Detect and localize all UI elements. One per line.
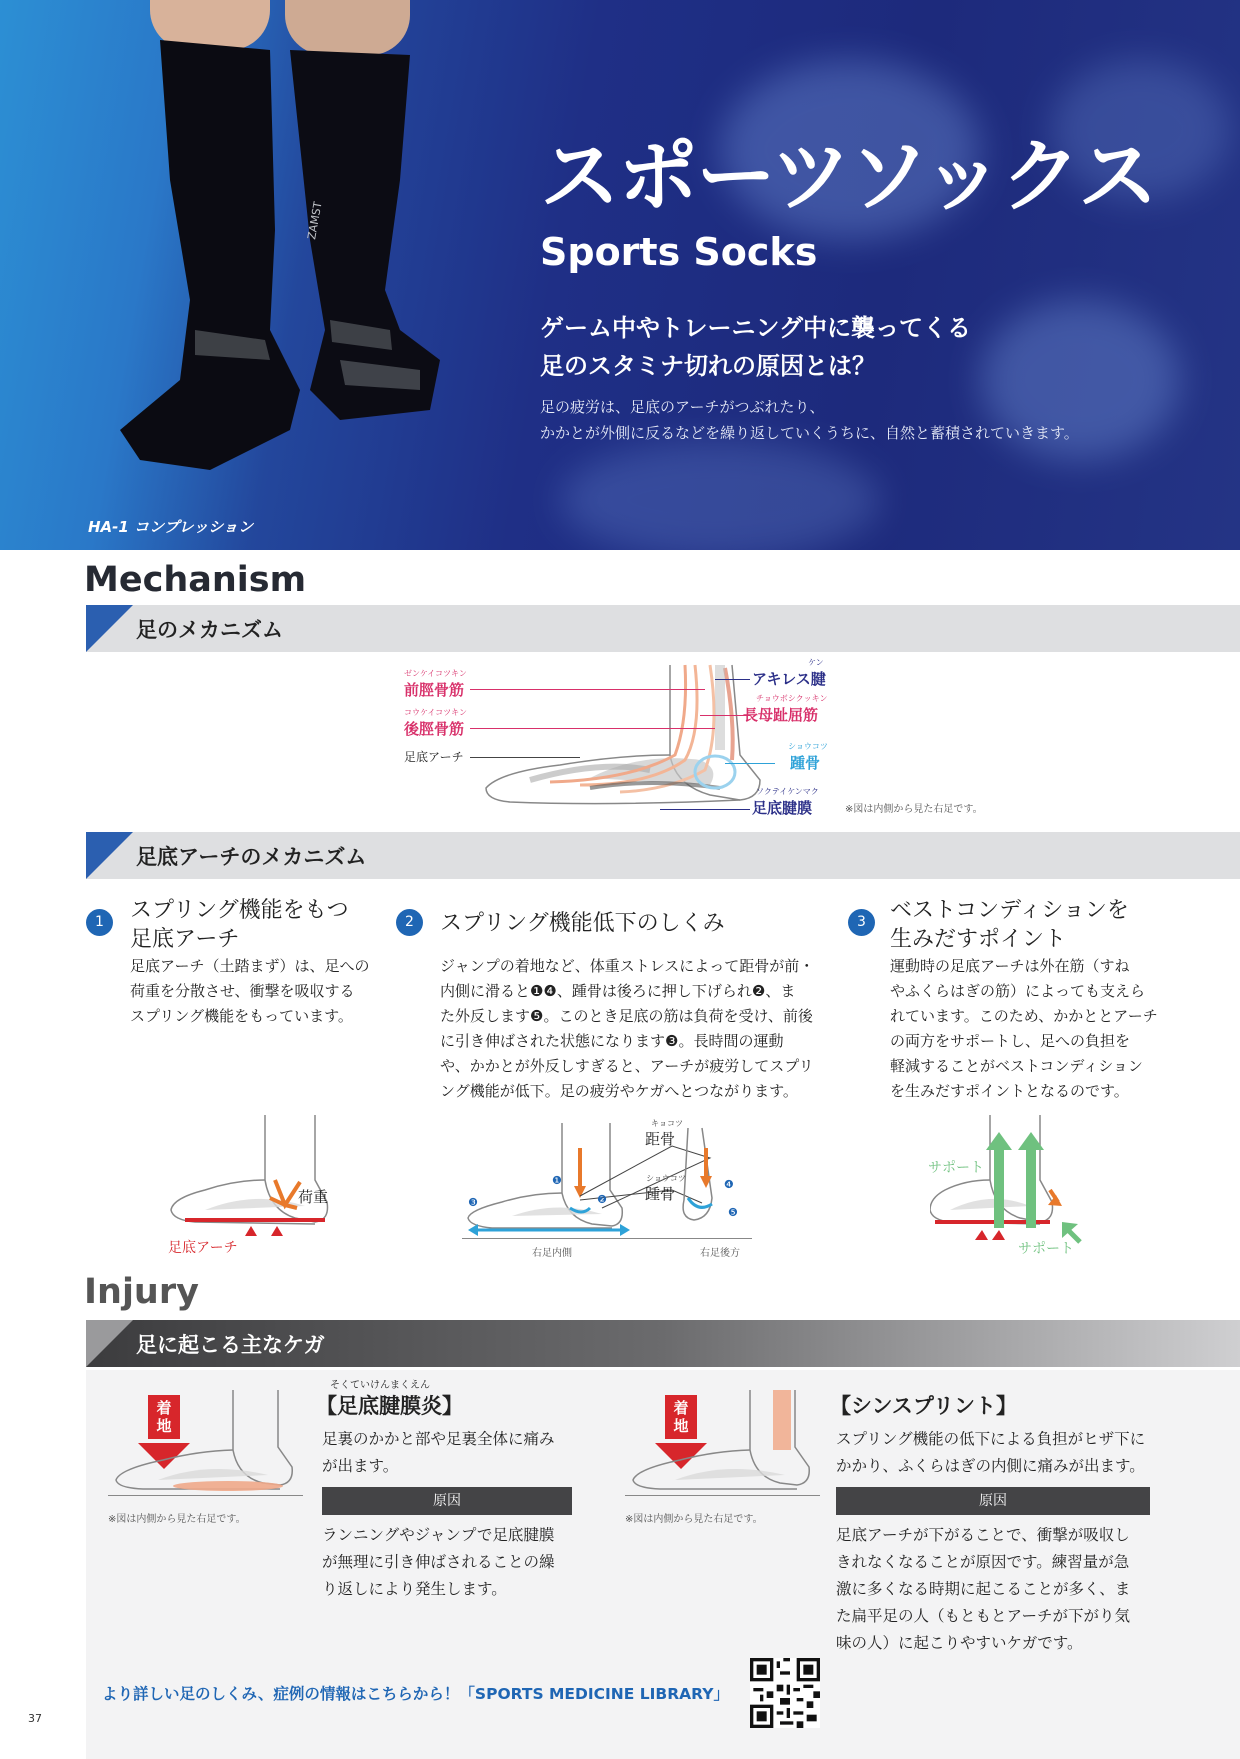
step-number: 1 [86, 909, 113, 936]
support-label-bottom: サポート [1018, 1241, 1074, 1257]
injury-title: 【足底腱膜炎】 [316, 1394, 463, 1418]
qr-code[interactable] [750, 1658, 820, 1728]
injury-desc: が出ます。 [322, 1457, 399, 1475]
label-ruby: チョウボシクッキン [756, 694, 828, 703]
step-title: 足底アーチ [130, 927, 240, 952]
step-desc: やふくらはぎの筋）によっても支えら [890, 982, 1146, 1000]
step-desc: ジャンプの着地など、体重ストレスによって距骨が前・ [440, 957, 815, 975]
figure-spring-decline [462, 1118, 752, 1243]
label-arch: 足底アーチ [404, 750, 464, 764]
step-desc: 内側に滑ると❶❹、踵骨は後ろに押し下げられ❷、ま [440, 982, 796, 1000]
arch-bar [86, 832, 1240, 879]
injury-title: 【シンスプリント】 [830, 1394, 1018, 1418]
figure-arch-load [165, 1110, 335, 1240]
step-number: 2 [396, 909, 423, 936]
step-desc: の両方をサポートし、足への負担を [890, 1032, 1131, 1050]
mark-4: ❹ [724, 1178, 734, 1191]
injury-desc: かかり、ふくらはぎの内側に痛みが出ます。 [836, 1457, 1145, 1475]
label-ruby: ショウコツ [646, 1174, 686, 1183]
hero-banner [0, 0, 1240, 550]
figure-label-arch: 足底アーチ [168, 1240, 238, 1256]
step-desc: に引き伸ばされた状態になります❸。長時間の運動 [440, 1032, 784, 1050]
label-achilles: アキレス腱 [752, 670, 826, 688]
step-number: 3 [848, 909, 875, 936]
injury-heading: Injury [84, 1272, 199, 1312]
connector-line [470, 689, 705, 690]
label-inner-view: 右足内側 [532, 1248, 572, 1259]
label-ruby: キョコツ [651, 1119, 683, 1128]
hero-desc-line1: 足の疲労は、足底のアーチがつぶれたり、 [540, 398, 825, 416]
step-desc: 足底アーチ（土踏まず）は、足への [130, 957, 370, 975]
step-title: スプリング機能低下のしくみ [440, 911, 725, 936]
injury-note: ※図は内側から見た右足です。 [625, 1514, 763, 1525]
cause-desc: 味の人）に起こりやすいケガです。 [836, 1634, 1083, 1652]
cause-desc: が無理に引き伸ばされることの繰 [322, 1553, 555, 1571]
label-ruby: コウケイコツキン [404, 708, 468, 717]
sock-logo: ZAMST [305, 200, 325, 241]
injury-bar-label: 足に起こる主なケガ [136, 1333, 325, 1357]
sock-photo [100, 30, 480, 510]
label-posterior-tibialis: 後脛骨筋 [404, 720, 465, 738]
injury-bar [86, 1320, 1240, 1367]
page-subtitle: Sports Socks [540, 230, 818, 274]
page-number: 37 [28, 1712, 42, 1725]
cause-desc: 激に多くなる時期に起こることが多く、ま [836, 1580, 1131, 1598]
label-talus: 距骨 [645, 1130, 676, 1148]
step-desc: を生みだすポイントとなるのです。 [890, 1082, 1129, 1100]
figure-plantar-fasciitis [108, 1385, 303, 1500]
arch-bar-label: 足底アーチのメカニズム [136, 845, 367, 869]
step-desc: た外反します❺。このとき足底の筋は負荷を受け、前後 [440, 1007, 813, 1025]
step-desc: ング機能が低下。足の疲労やケガへとつながります。 [440, 1082, 798, 1100]
figure-label-load: 荷重 [298, 1188, 329, 1206]
connector-line [725, 763, 775, 764]
cause-desc: ランニングやジャンプで足底腱膜 [322, 1526, 555, 1544]
mark-1: ❶ [552, 1174, 562, 1187]
connector-line [660, 809, 750, 810]
step-desc: や、かかとが外反しすぎると、アーチが疲労してスプリ [440, 1057, 814, 1075]
figure-shin-splints [625, 1385, 820, 1500]
mechanism-bar [86, 605, 1240, 652]
cause-desc: た扁平足の人（もともとアーチが下がり気 [836, 1607, 1131, 1625]
connector-line [715, 679, 750, 680]
mark-2: ❷ [597, 1193, 607, 1206]
label-rear-view: 右足後方 [700, 1248, 740, 1259]
cause-desc: り返しにより発生します。 [322, 1580, 507, 1598]
step-desc: スプリング機能をもっています。 [130, 1007, 353, 1025]
cause-label: 原因 [322, 1487, 572, 1515]
hero-question-line1: ゲーム中やトレーニング中に襲ってくる [540, 314, 972, 342]
label-anterior-tibialis: 前脛骨筋 [404, 681, 465, 699]
landing-badge: 着 地 [665, 1395, 697, 1439]
step-desc: 軽減することがベストコンディション [890, 1057, 1143, 1075]
cause-label: 原因 [836, 1487, 1150, 1515]
injury-note: ※図は内側から見た右足です。 [108, 1514, 246, 1525]
step-title: スプリング機能をもつ [130, 898, 349, 923]
product-caption: HA-1 コンプレッション [88, 518, 253, 536]
step-desc: 運動時の足底アーチは外在筋（すね [890, 957, 1130, 975]
injury-desc: スプリング機能の低下による負担がヒザ下に [836, 1430, 1146, 1448]
step-title: ベストコンディションを [890, 898, 1129, 923]
step-desc: 荷重を分散させ、衝撃を吸収する [130, 982, 355, 1000]
mark-3: ❸ [468, 1196, 478, 1209]
hero-question-line2: 足のスタミナ切れの原因とは？ [540, 352, 876, 380]
label-ruby: ショウコツ [788, 742, 828, 751]
diagram-note: ※図は内側から見た右足です。 [845, 804, 983, 815]
label-plantar-fascia: 足底腱膜 [752, 799, 813, 817]
support-label-top: サポート [928, 1160, 984, 1176]
connector-line [470, 757, 580, 758]
sports-medicine-library-link[interactable]: より詳しい足のしくみ、症例の情報はこちらから！「SPORTS MEDICINE LIBRARY」 [102, 1685, 729, 1703]
label-ruby: ケン [808, 658, 824, 667]
label-calcaneus: 踵骨 [790, 754, 821, 772]
page-title: スポーツソックス [540, 130, 1156, 223]
connector-line [470, 728, 715, 729]
label-flexor-hallucis: 長母趾屈筋 [743, 706, 819, 724]
injury-ruby: そくていけんまくえん [330, 1380, 430, 1391]
cause-desc: 足底アーチが下がることで、衝撃が吸収し [836, 1526, 1130, 1544]
label-calcaneus: 踵骨 [645, 1185, 676, 1203]
step-title: 生みだすポイント [890, 927, 1067, 952]
mark-5: ❺ [728, 1206, 738, 1219]
label-ruby: ゼンケイコツキン [404, 669, 467, 678]
landing-badge: 着 地 [148, 1395, 180, 1439]
mechanism-bar-label: 足のメカニズム [136, 618, 283, 642]
step-desc: れています。このため、かかととアーチ [890, 1007, 1158, 1025]
label-ruby: ソクテイケンマク [756, 787, 819, 796]
cause-desc: きれなくなることが原因です。練習量が急 [836, 1553, 1130, 1571]
mechanism-heading: Mechanism [84, 560, 307, 600]
hero-desc-line2: かかとが外側に反るなどを繰り返していくうちに、自然と蓄積されていきます。 [540, 424, 1079, 442]
figure-support [930, 1110, 1100, 1250]
injury-desc: 足裏のかかと部や足裏全体に痛み [322, 1430, 555, 1448]
